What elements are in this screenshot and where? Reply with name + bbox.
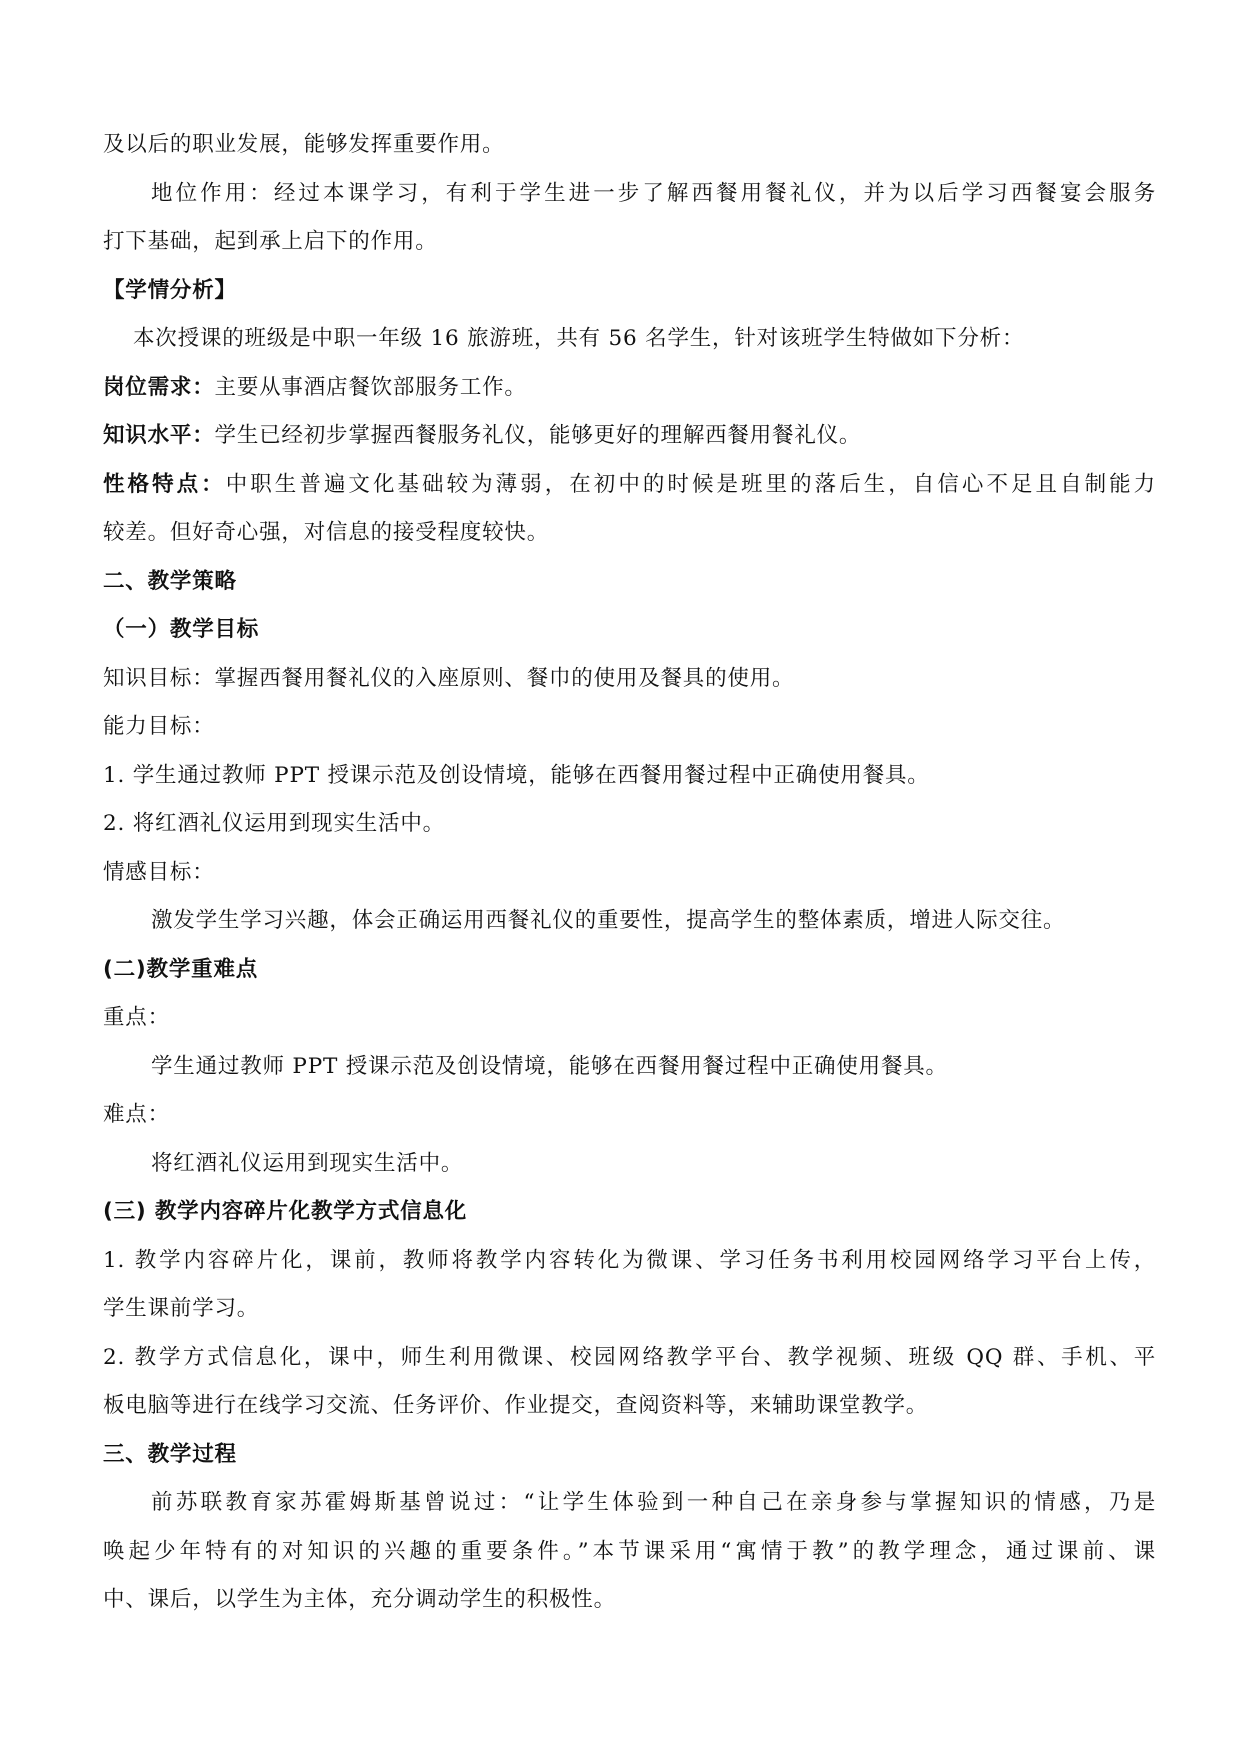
label-line-zhishi xyxy=(103,412,1156,461)
paragraph-line: 唤起少年特有的对知识的兴趣的重要条件。”本节课采用“寓情于教”的教学理念，通过课前、课 xyxy=(103,1538,1156,1564)
paragraph-line: 1. 学生通过教师 PPT 授课示范及创设情境，能够在西餐用餐过程中正确使用餐具。 xyxy=(103,762,930,788)
label-gangwei-text: 主要从事酒店餐饮部服务工作。 xyxy=(214,374,527,400)
paragraph-line: 2. 教学方式信息化，课中，师生利用微课、校园网络教学平台、教学视频、班级 QQ 群、手机、平 xyxy=(103,1344,1156,1370)
subsection-heading-2-2: (二)教学重难点 xyxy=(103,956,259,982)
label-zhishi: 知识水平： xyxy=(103,423,215,448)
paragraph-line: 能力目标： xyxy=(103,714,215,739)
paragraph-line: 2. 将红酒礼仪运用到现实生活中。 xyxy=(103,811,445,836)
paragraph-line: 较差。但好奇心强，对信息的接受程度较快。 xyxy=(103,520,550,545)
paragraph-line: 板电脑等进行在线学习交流、任务评价、作业提交，查阅资料等，来辅助课堂教学。 xyxy=(103,1393,929,1418)
section-heading-2: 二、教学策略 xyxy=(103,568,237,594)
paragraph-line: 中、课后，以学生为主体，充分调动学生的积极性。 xyxy=(103,1587,616,1612)
paragraph-line: 学生课前学习。 xyxy=(103,1296,260,1321)
section-heading-xueqing: 【学情分析】 xyxy=(103,277,237,303)
paragraph-line: 1. 教学内容碎片化，课前，教师将教学内容转化为微课、学习任务书利用校园网络学习平台上传， xyxy=(103,1247,1156,1273)
paragraph-line: 前苏联教育家苏霍姆斯基曾说过：“让学生体验到一种自己在亲身参与掌握知识的情感，乃是 xyxy=(151,1490,1156,1515)
label-zhishi-text: 学生已经初步掌握西餐服务礼仪，能够更好的理解西餐用餐礼仪。 xyxy=(214,423,862,448)
section-heading-3: 三、教学过程 xyxy=(103,1441,237,1467)
subsection-heading-2-1: （一）教学目标 xyxy=(103,617,260,642)
paragraph-line: 及以后的职业发展，能够发挥重要作用。 xyxy=(103,132,505,157)
label-gangwei: 岗位需求： xyxy=(103,374,215,400)
paragraph-line: 将红酒礼仪运用到现实生活中。 xyxy=(151,1150,464,1176)
subsection-heading-2-3: (三) 教学内容碎片化教学方式信息化 xyxy=(103,1199,468,1224)
paragraph-line: 地位作用：经过本课学习，有利于学生进一步了解西餐用餐礼仪，并为以后学习西餐宴会服务 xyxy=(151,180,1156,206)
paragraph-line: 激发学生学习兴趣，体会正确运用西餐礼仪的重要性，提高学生的整体素质，增进人际交往。 xyxy=(151,908,1066,933)
label-line-gangwei xyxy=(103,364,1156,413)
paragraph-line: 重点： xyxy=(103,1005,170,1030)
paragraph-line: 学生通过教师 PPT 授课示范及创设情境，能够在西餐用餐过程中正确使用餐具。 xyxy=(151,1053,948,1079)
paragraph-line: 本次授课的班级是中职一年级 16 旅游班，共有 56 名学生，针对该班学生特做如下分析： xyxy=(133,326,1025,351)
paragraph-line: 知识目标：掌握西餐用餐礼仪的入座原则、餐巾的使用及餐具的使用。 xyxy=(103,665,795,691)
label-xingge: 性格特点： xyxy=(103,471,226,497)
paragraph-line: 难点： xyxy=(103,1102,170,1127)
paragraph-line: 打下基础，起到承上启下的作用。 xyxy=(103,229,438,254)
label-xingge-text: 中职生普遍文化基础较为薄弱，在初中的时候是班里的落后生，自信心不足且自制能力 xyxy=(225,471,1156,497)
paragraph-line: 情感目标： xyxy=(103,859,215,885)
label-line-xingge xyxy=(103,461,1156,510)
